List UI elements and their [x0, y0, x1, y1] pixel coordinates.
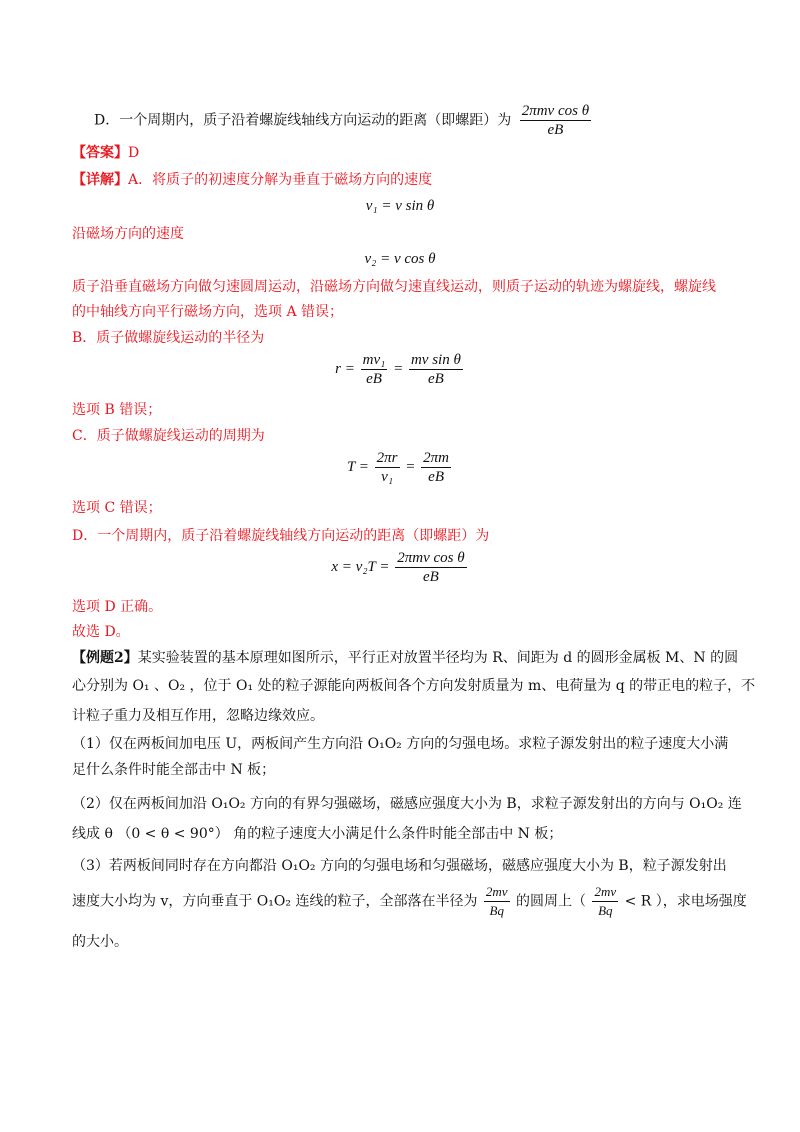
detail-c-intro: C．质子做螺旋线运动的周期为 [72, 428, 265, 444]
equation-radius-f1-den: eB [366, 371, 382, 387]
question-3-condition-fraction [592, 884, 618, 919]
equation-v2: v₂ = v cos θ [364, 251, 436, 267]
detail-a-intro: A．将质子的初速度分解为垂直于磁场方向的速度 [128, 172, 433, 188]
detail-d-right: 选项 D 正确。 [72, 599, 163, 615]
equation-pitch [0, 550, 800, 585]
detail-a-line2: 的中轴线方向平行磁场方向，选项 A 错误； [72, 304, 344, 320]
question-1-line1: （1）仅在两板间加电压 U，两板间产生方向沿 O₁O₂ 方向的匀强电场。求粒子源发射出的粒子速度大小满 [72, 736, 729, 752]
example-label: 【例题2】 [72, 650, 138, 666]
answer-value: D [128, 145, 140, 161]
detail-b-intro: B．质子做螺旋线运动的半径为 [72, 330, 265, 346]
equation-radius-fraction-2 [409, 352, 463, 387]
question-3-text-a: 速度大小均为 v，方向垂直于 O₁O₂ 连线的粒子，全部落在半径为 [72, 893, 478, 910]
question-3-line1: （3）若两板间同时存在方向都沿 O₁O₂ 方向的匀强电场和匀强磁场，磁感应强度大小为 B，粒子源发射出 [72, 858, 727, 874]
question-2-line1: （2）仅在两板间加沿 O₁O₂ 方向的有界匀强磁场，磁感应强度大小为 B，求粒子源发射出的方向与 O₁O₂ 连 [72, 796, 742, 812]
equation-radius-lhs: r = [335, 360, 355, 377]
option-d-denominator: eB [547, 122, 564, 138]
question-3-text-b: 的圆周上（ [516, 893, 587, 910]
equation-v1: v₁ = v sin θ [365, 198, 435, 214]
question-3-condition-rest: < R ），求电场强度 [624, 893, 747, 910]
equation-period-f1-num: 2πr [376, 450, 398, 466]
question-3-condition-den: Bq [598, 903, 613, 918]
question-3-radius-den: Bq [489, 903, 504, 918]
detail-c-wrong: 选项 C 错误； [72, 500, 162, 516]
equation-radius-equals: = [393, 360, 404, 377]
question-3-line2 [72, 884, 747, 919]
equation-period-fraction-1 [375, 450, 400, 485]
option-d-fraction [520, 103, 591, 138]
question-2-line2: 线成 θ （0 < θ < 90°） 角的粒子速度大小满足什么条件时能全部击中 N 板； [72, 826, 563, 842]
question-3-line3: 的大小。 [72, 934, 128, 950]
detail-d-intro: D．一个周期内，质子沿着螺旋线轴线方向运动的距离（即螺距）为 [72, 528, 490, 544]
example-line-1 [72, 648, 738, 668]
detail-a-intro-line [72, 170, 432, 190]
detail-label: 【详解】 [72, 172, 128, 188]
detail-a-line1: 质子沿垂直磁场方向做匀速圆周运动，沿磁场方向做匀速直线运动，则质子运动的轨迹为螺旋线，螺旋线 [72, 279, 716, 295]
answer-line [72, 143, 139, 163]
equation-period-f2-num: 2πm [423, 450, 450, 466]
question-3-radius-num: 2mv [484, 884, 510, 902]
equation-period [0, 450, 800, 485]
equation-period-lhs: T = [346, 458, 369, 475]
equation-period-equals: = [405, 458, 416, 475]
example-p1-line2: 心分别为 O₁ 、O₂ ，位于 O₁ 处的粒子源能向两板间各个方向发射质量为 m、电荷量为 q 的带正电的粒子，不 [72, 678, 756, 694]
detail-choose: 故选 D。 [72, 624, 130, 640]
equation-radius-fraction-1 [361, 352, 388, 387]
equation-radius [0, 352, 800, 387]
detail-b-wrong: 选项 B 错误； [72, 402, 162, 418]
question-3-radius-fraction [484, 884, 510, 919]
answer-label: 【答案】 [72, 145, 128, 161]
question-1-line2: 足什么条件时能全部击中 N 板； [72, 762, 276, 778]
equation-pitch-fraction [395, 550, 466, 585]
equation-radius-f1-num: mv₁ [362, 352, 386, 368]
equation-radius-f2-num: mv sin θ [410, 352, 461, 368]
detail-along-text: 沿磁场方向的速度 [72, 226, 184, 242]
equation-period-fraction-2 [421, 450, 451, 485]
option-d-numerator: 2πmv cos θ [521, 103, 590, 119]
equation-period-f1-den: v₁ [381, 469, 394, 485]
equation-pitch-num: 2πmv cos θ [397, 550, 465, 566]
option-d-line [94, 103, 593, 138]
equation-pitch-den: eB [423, 569, 439, 585]
question-3-condition-num: 2mv [592, 884, 618, 902]
option-d-text: D．一个周期内，质子沿着螺旋线轴线方向运动的距离（即螺距）为 [94, 112, 512, 129]
equation-pitch-lhs: x = v₂T = [331, 558, 390, 575]
equation-period-f2-den: eB [428, 469, 444, 485]
example-p1-line3: 计粒子重力及相互作用，忽略边缘效应。 [72, 708, 324, 724]
example-p1-line1: 某实验装置的基本原理如图所示，平行正对放置半径均为 R、间距为 d 的圆形金属板 M、N 的圆 [137, 650, 739, 666]
equation-radius-f2-den: eB [427, 371, 444, 387]
